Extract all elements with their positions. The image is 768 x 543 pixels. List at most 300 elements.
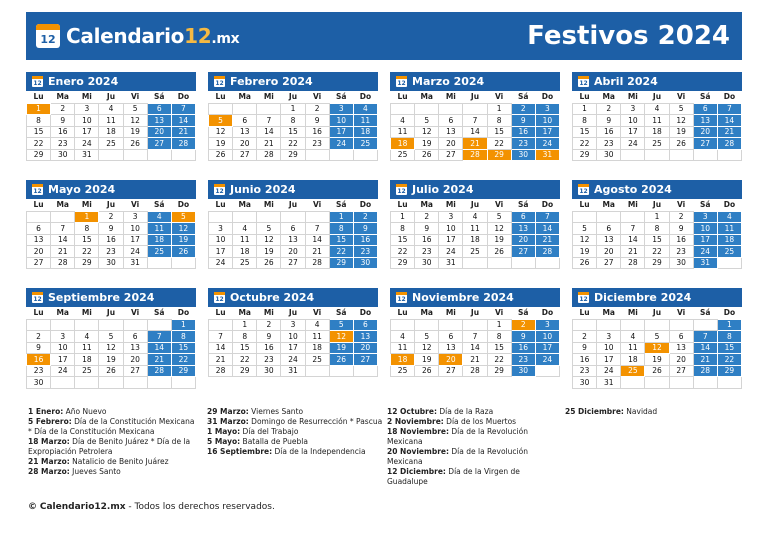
- empty-day-cell: [305, 211, 329, 223]
- day-cell: 6: [123, 331, 147, 343]
- day-cell: 9: [573, 342, 597, 354]
- day-cell: 19: [99, 354, 123, 366]
- month-title: Octubre 2024: [230, 291, 315, 304]
- month-header: [572, 180, 742, 199]
- month-title: Julio 2024: [412, 183, 474, 196]
- month-title: Mayo 2024: [48, 183, 116, 196]
- weekday-header: Do: [359, 308, 372, 318]
- day-cell: 10: [621, 115, 645, 127]
- empty-day-cell: [305, 365, 329, 377]
- weekday-header: Ma: [602, 308, 615, 318]
- day-cell: 23: [597, 138, 621, 150]
- day-cell: 25: [75, 365, 99, 377]
- day-cell: 14: [257, 126, 281, 138]
- day-cell: 1: [391, 211, 415, 223]
- page-header: [26, 12, 742, 60]
- weekend-day-cell: 30: [353, 257, 377, 269]
- day-cell: 1: [573, 103, 597, 115]
- weekday-header: Vi: [131, 308, 140, 318]
- weekend-day-cell: 18: [147, 234, 171, 246]
- weekday-header: Mi: [627, 308, 638, 318]
- calendar-icon: [214, 292, 225, 303]
- weekend-day-cell: 24: [535, 138, 559, 150]
- day-cell: 8: [487, 331, 511, 343]
- day-cell: 4: [645, 103, 669, 115]
- holiday-name: Día de la Revolución Mexicana: [387, 427, 528, 446]
- day-cell: 5: [669, 103, 693, 115]
- day-cell: 14: [463, 126, 487, 138]
- day-cell: 30: [99, 257, 123, 269]
- day-cell: 23: [51, 138, 75, 150]
- week-row: [27, 223, 196, 235]
- month-header: [208, 288, 378, 307]
- weekend-day-cell: 6: [147, 103, 171, 115]
- day-cell: 2: [415, 211, 439, 223]
- month-header: [390, 288, 560, 307]
- holiday-name: Día de la Constitución Mexicana * Día de la Constitución Mexicana: [28, 417, 195, 436]
- month-title: Diciembre 2024: [594, 291, 692, 304]
- weekend-day-cell: 20: [353, 342, 377, 354]
- day-cell: 24: [439, 246, 463, 258]
- holiday-date: 21 Marzo:: [28, 457, 70, 466]
- week-row: [27, 246, 196, 258]
- weekday-header: Mi: [81, 308, 92, 318]
- weekend-day-cell: 17: [535, 342, 559, 354]
- weekday-header: Sá: [700, 92, 711, 102]
- week-row: [391, 234, 560, 246]
- month-header: [26, 288, 196, 307]
- day-cell: 31: [123, 257, 147, 269]
- holiday-date: 12 Octubre:: [387, 407, 437, 416]
- day-cell: 16: [305, 126, 329, 138]
- day-cell: 25: [391, 149, 415, 161]
- weekend-day-cell: 25: [147, 246, 171, 258]
- empty-day-cell: [257, 211, 281, 223]
- day-cell: 15: [281, 126, 305, 138]
- holiday-date: 28 Marzo:: [28, 467, 70, 476]
- weekday-header: Sá: [154, 200, 165, 210]
- empty-day-cell: [209, 103, 233, 115]
- weekday-header: Do: [723, 308, 736, 318]
- day-cell: 24: [75, 138, 99, 150]
- weekend-day-cell: 24: [329, 138, 353, 150]
- empty-day-cell: [669, 149, 693, 161]
- empty-day-cell: [535, 257, 559, 269]
- day-cell: 27: [233, 149, 257, 161]
- day-cell: 29: [27, 149, 51, 161]
- day-cell: 4: [99, 103, 123, 115]
- day-cell: 3: [209, 223, 233, 235]
- empty-day-cell: [511, 257, 535, 269]
- weekend-day-cell: 7: [171, 103, 195, 115]
- holiday-note: [28, 457, 200, 467]
- weekend-day-cell: 15: [171, 342, 195, 354]
- day-cell: 27: [597, 257, 621, 269]
- day-cell: 19: [487, 234, 511, 246]
- month-grid: [208, 199, 378, 269]
- holiday-note: [565, 407, 735, 417]
- month-title: Abril 2024: [594, 75, 658, 88]
- day-cell: 31: [597, 377, 621, 389]
- empty-day-cell: [257, 103, 281, 115]
- weekend-day-cell: 13: [693, 115, 717, 127]
- day-cell: 31: [439, 257, 463, 269]
- weekday-header: Sá: [336, 200, 347, 210]
- month-header: [390, 180, 560, 199]
- day-cell: 13: [281, 234, 305, 246]
- empty-day-cell: [51, 377, 75, 389]
- weekday-header: Ju: [470, 308, 480, 318]
- day-cell: 8: [391, 223, 415, 235]
- empty-day-cell: [99, 377, 123, 389]
- holiday-day-cell: 12: [329, 331, 353, 343]
- empty-day-cell: [99, 319, 123, 331]
- weekend-day-cell: 4: [147, 211, 171, 223]
- day-cell: 16: [99, 234, 123, 246]
- day-cell: 20: [233, 138, 257, 150]
- weekday-header: Lu: [215, 200, 226, 210]
- weekend-day-cell: 24: [693, 246, 717, 258]
- day-cell: 29: [391, 257, 415, 269]
- day-cell: 12: [573, 234, 597, 246]
- month-grid: [208, 91, 378, 161]
- day-cell: 28: [51, 257, 75, 269]
- week-row: [209, 319, 378, 331]
- week-row: [27, 257, 196, 269]
- day-cell: 10: [597, 342, 621, 354]
- calendar-icon-number: 12: [33, 296, 42, 303]
- weekend-day-cell: 27: [147, 138, 171, 150]
- weekend-day-cell: 3: [535, 319, 559, 331]
- day-cell: 26: [645, 365, 669, 377]
- month-calendar: [26, 180, 196, 269]
- weekend-day-cell: 9: [511, 331, 535, 343]
- weekend-day-cell: 4: [353, 103, 377, 115]
- weekend-day-cell: 4: [717, 211, 741, 223]
- day-cell: 31: [281, 365, 305, 377]
- month-calendar: [572, 180, 742, 269]
- day-cell: 22: [281, 138, 305, 150]
- weekend-day-cell: 21: [717, 126, 741, 138]
- day-cell: 1: [281, 103, 305, 115]
- day-cell: 24: [51, 365, 75, 377]
- holiday-date: 20 Noviembre:: [387, 447, 449, 456]
- empty-day-cell: [147, 319, 171, 331]
- weekend-day-cell: 8: [717, 331, 741, 343]
- weekday-header: Sá: [700, 308, 711, 318]
- holiday-date: 1 Enero:: [28, 407, 64, 416]
- day-cell: 1: [487, 103, 511, 115]
- day-cell: 19: [415, 354, 439, 366]
- day-cell: 29: [487, 365, 511, 377]
- day-cell: 7: [51, 223, 75, 235]
- week-row: [573, 354, 742, 366]
- weekend-day-cell: 10: [693, 223, 717, 235]
- weekday-header: Vi: [495, 200, 504, 210]
- day-cell: 11: [391, 342, 415, 354]
- weekday-header: Mi: [81, 92, 92, 102]
- day-cell: 10: [75, 115, 99, 127]
- calendar-icon: [578, 184, 589, 195]
- empty-day-cell: [463, 319, 487, 331]
- day-cell: 28: [305, 257, 329, 269]
- month-grid: [26, 91, 196, 161]
- calendar-icon-number: 12: [33, 188, 42, 195]
- weekday-header: Lu: [397, 92, 408, 102]
- week-row: [209, 331, 378, 343]
- month-calendar: [572, 72, 742, 161]
- day-cell: 3: [281, 319, 305, 331]
- brand-logo[interactable]: [36, 24, 239, 48]
- weekday-header: Do: [177, 308, 190, 318]
- weekday-header: Sá: [700, 200, 711, 210]
- day-cell: 9: [669, 223, 693, 235]
- holiday-name: Día de la Raza: [436, 407, 494, 416]
- week-row: [573, 211, 742, 223]
- weekday-header: Vi: [313, 200, 322, 210]
- day-cell: 8: [233, 331, 257, 343]
- weekend-day-cell: 14: [535, 223, 559, 235]
- holiday-notes-column: [387, 407, 559, 487]
- day-cell: 18: [463, 234, 487, 246]
- calendar-icon: [578, 76, 589, 87]
- calendar-icon: [36, 24, 60, 48]
- empty-day-cell: [123, 377, 147, 389]
- weekend-day-cell: 1: [717, 319, 741, 331]
- day-cell: 13: [27, 234, 51, 246]
- weekend-day-cell: 15: [329, 234, 353, 246]
- day-cell: 30: [415, 257, 439, 269]
- holiday-note: [387, 407, 559, 417]
- holiday-name: Día de la Virgen de Guadalupe: [387, 467, 520, 486]
- day-cell: 15: [487, 342, 511, 354]
- weekend-day-cell: 28: [693, 365, 717, 377]
- day-cell: 7: [463, 331, 487, 343]
- weekend-day-cell: 19: [329, 342, 353, 354]
- weekend-day-cell: 25: [353, 138, 377, 150]
- weekday-header: Ma: [56, 308, 69, 318]
- day-cell: 28: [257, 149, 281, 161]
- weekend-day-cell: 3: [329, 103, 353, 115]
- calendar-icon: [32, 184, 43, 195]
- day-cell: 16: [51, 126, 75, 138]
- weekend-day-cell: 10: [535, 115, 559, 127]
- weekday-header: Sá: [154, 308, 165, 318]
- weekend-day-cell: 6: [353, 319, 377, 331]
- day-cell: 2: [573, 331, 597, 343]
- weekday-header: Sá: [518, 308, 529, 318]
- weekday-header: Mi: [627, 200, 638, 210]
- day-cell: 4: [621, 331, 645, 343]
- holiday-date: 5 Febrero:: [28, 417, 72, 426]
- day-cell: 5: [99, 331, 123, 343]
- day-cell: 13: [439, 342, 463, 354]
- empty-day-cell: [487, 257, 511, 269]
- day-cell: 9: [27, 342, 51, 354]
- weekend-day-cell: 18: [353, 126, 377, 138]
- day-cell: 3: [123, 211, 147, 223]
- week-row: [27, 138, 196, 150]
- day-cell: 8: [573, 115, 597, 127]
- footer-site[interactable]: Calendario12.mx: [39, 502, 126, 512]
- empty-day-cell: [717, 377, 741, 389]
- weekday-header: Vi: [131, 92, 140, 102]
- week-row: [209, 257, 378, 269]
- weekday-header: Do: [541, 308, 554, 318]
- day-cell: 18: [233, 246, 257, 258]
- empty-day-cell: [329, 365, 353, 377]
- day-cell: 7: [621, 223, 645, 235]
- week-row: [573, 246, 742, 258]
- day-cell: 25: [463, 246, 487, 258]
- month-title: Junio 2024: [230, 183, 296, 196]
- weekend-day-cell: 15: [717, 342, 741, 354]
- week-row: [573, 138, 742, 150]
- weekday-header: Ju: [106, 308, 116, 318]
- month-title: Enero 2024: [48, 75, 119, 88]
- empty-day-cell: [597, 211, 621, 223]
- empty-day-cell: [693, 149, 717, 161]
- week-row: [27, 377, 196, 389]
- day-cell: 27: [281, 257, 305, 269]
- month-grid: [390, 91, 560, 161]
- week-row: [391, 331, 560, 343]
- weekday-header: Vi: [677, 308, 686, 318]
- day-cell: 9: [305, 115, 329, 127]
- weekday-header: Vi: [677, 92, 686, 102]
- weekend-day-cell: 21: [693, 354, 717, 366]
- weekday-header: Ju: [652, 308, 662, 318]
- weekday-header: Do: [541, 92, 554, 102]
- month-header: [390, 72, 560, 91]
- day-cell: 19: [645, 354, 669, 366]
- empty-day-cell: [233, 103, 257, 115]
- holiday-name: Día de la Independencia: [272, 447, 366, 456]
- weekday-header: Ju: [652, 92, 662, 102]
- empty-day-cell: [391, 319, 415, 331]
- day-cell: 22: [75, 246, 99, 258]
- week-row: [209, 126, 378, 138]
- calendar-icon: [578, 292, 589, 303]
- calendar-icon-number: 12: [579, 296, 588, 303]
- day-cell: 23: [99, 246, 123, 258]
- week-row: [209, 234, 378, 246]
- week-row: [573, 365, 742, 377]
- month-calendar: [208, 180, 378, 269]
- calendar-icon: [396, 292, 407, 303]
- week-row: [573, 257, 742, 269]
- brand-name: [66, 24, 239, 48]
- weekend-day-cell: 28: [717, 138, 741, 150]
- day-cell: 24: [281, 354, 305, 366]
- empty-day-cell: [51, 319, 75, 331]
- holiday-note: [387, 467, 559, 487]
- day-cell: 3: [621, 103, 645, 115]
- empty-day-cell: [463, 257, 487, 269]
- week-row: [391, 211, 560, 223]
- weekend-day-cell: 23: [511, 138, 535, 150]
- day-cell: 11: [463, 223, 487, 235]
- day-cell: 1: [487, 319, 511, 331]
- empty-day-cell: [329, 149, 353, 161]
- weekend-day-cell: 3: [535, 103, 559, 115]
- day-cell: 18: [75, 354, 99, 366]
- day-cell: 15: [75, 234, 99, 246]
- month-calendar: [390, 72, 560, 161]
- day-cell: 12: [415, 126, 439, 138]
- day-cell: 23: [27, 365, 51, 377]
- holiday-date: 2 Noviembre:: [387, 417, 444, 426]
- weekday-header: Mi: [445, 200, 456, 210]
- holiday-day-cell: 25: [621, 365, 645, 377]
- day-cell: 30: [27, 377, 51, 389]
- day-cell: 16: [573, 354, 597, 366]
- weekday-header: Sá: [154, 92, 165, 102]
- empty-day-cell: [621, 211, 645, 223]
- calendar-icon-number: 12: [579, 188, 588, 195]
- day-cell: 28: [621, 257, 645, 269]
- day-cell: 21: [463, 354, 487, 366]
- day-cell: 18: [99, 126, 123, 138]
- weekend-day-cell: 7: [693, 331, 717, 343]
- empty-day-cell: [669, 319, 693, 331]
- weekend-day-cell: 14: [717, 115, 741, 127]
- weekend-day-cell: 24: [535, 354, 559, 366]
- day-cell: 5: [123, 103, 147, 115]
- holiday-name: Día de Benito Juárez * Día de la Expropiación Petrolera: [28, 437, 191, 456]
- month-grid: [572, 307, 742, 389]
- weekday-header: Lu: [579, 308, 590, 318]
- holiday-day-cell: 18: [391, 138, 415, 150]
- weekend-day-cell: 2: [511, 103, 535, 115]
- holiday-note: [28, 417, 200, 437]
- empty-day-cell: [147, 149, 171, 161]
- week-row: [209, 223, 378, 235]
- weekday-header: Ma: [56, 200, 69, 210]
- day-cell: 2: [27, 331, 51, 343]
- weekend-day-cell: 9: [353, 223, 377, 235]
- weekend-day-cell: 6: [693, 103, 717, 115]
- day-cell: 22: [573, 138, 597, 150]
- day-cell: 21: [621, 246, 645, 258]
- day-cell: 9: [415, 223, 439, 235]
- day-cell: 2: [257, 319, 281, 331]
- day-cell: 15: [233, 342, 257, 354]
- weekday-header: Ju: [470, 92, 480, 102]
- day-cell: 2: [669, 211, 693, 223]
- weekend-day-cell: 21: [147, 354, 171, 366]
- weekday-header: Ma: [602, 92, 615, 102]
- weekday-header: Ma: [238, 200, 251, 210]
- empty-day-cell: [305, 149, 329, 161]
- day-cell: 23: [669, 246, 693, 258]
- weekday-header: Ma: [420, 92, 433, 102]
- day-cell: 31: [75, 149, 99, 161]
- holiday-name: Batalla de Puebla: [240, 437, 308, 446]
- holiday-notes-column: [28, 407, 200, 477]
- day-cell: 14: [305, 234, 329, 246]
- weekend-day-cell: 9: [511, 115, 535, 127]
- day-cell: 10: [209, 234, 233, 246]
- month-grid: [572, 91, 742, 161]
- day-cell: 3: [439, 211, 463, 223]
- weekend-day-cell: 23: [511, 354, 535, 366]
- week-row: [391, 354, 560, 366]
- week-row: [209, 149, 378, 161]
- day-cell: 1: [645, 211, 669, 223]
- weekday-header: Mi: [445, 308, 456, 318]
- day-cell: 8: [75, 223, 99, 235]
